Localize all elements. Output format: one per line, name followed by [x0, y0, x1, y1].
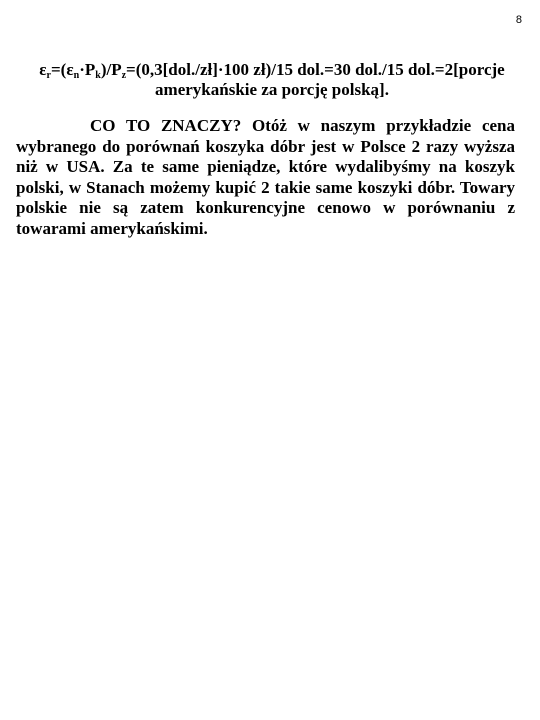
formula-line-2: amerykańskie za porcję polską].: [155, 80, 389, 99]
formula-subscript-k: k: [95, 70, 101, 81]
formula-calculation: =(0,3[dol./zł]·100 zł)/15 dol.=30 dol./15 dol.=2[porcje: [126, 60, 505, 79]
formula-epsilon: ε: [39, 60, 47, 79]
formula-subscript-z: z: [121, 70, 127, 81]
formula-subscript-r: r: [46, 70, 51, 81]
formula-subscript-n: n: [73, 70, 80, 81]
explanation-paragraph: CO TO ZNACZY? Otóż w naszym przykładzie cena wybranego do porównań koszyka dóbr jest w Polsce 2 razy wyższa niż w USA. Za te same pieniądze, które wydalibyśmy na koszyk polski, w Stanach możemy kupić 2 takie same koszyki dóbr. Towary polskie nie są zatem konkurencyjne cenowo w porównaniu z towarami amerykańskimi.: [16, 116, 515, 238]
exchange-rate-formula: [22, 60, 522, 100]
formula-part-p: ·P: [79, 60, 96, 79]
formula-part-open: =(ε: [51, 60, 74, 79]
page-number: 8: [515, 14, 522, 26]
formula-part-slash: )/P: [100, 60, 122, 79]
